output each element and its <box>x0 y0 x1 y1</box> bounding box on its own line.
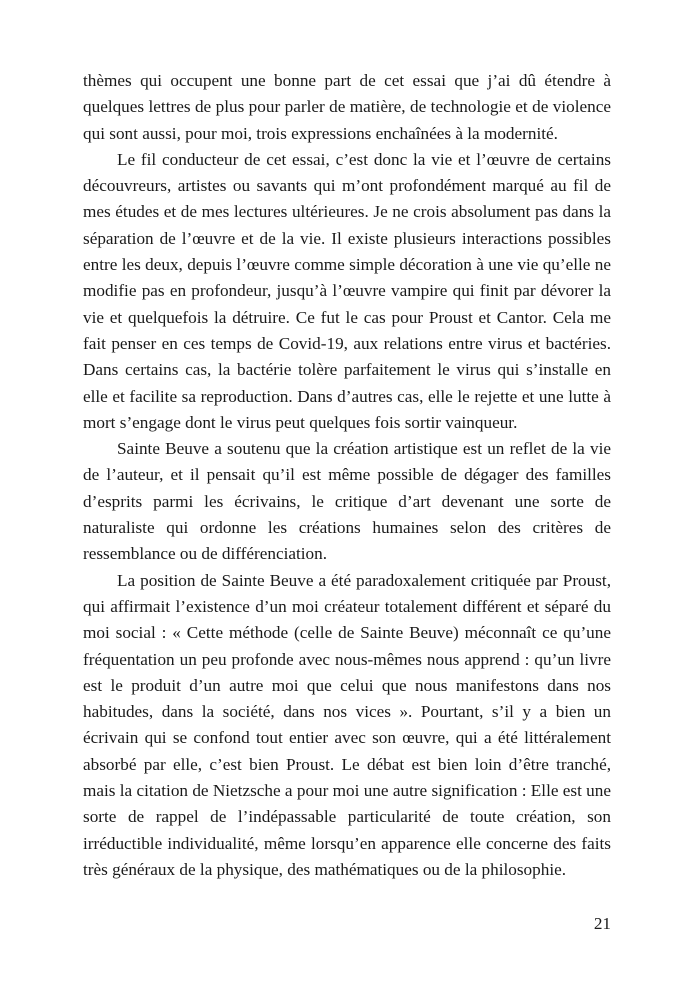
paragraph-1: thèmes qui occupent une bonne part de cet essai que j’ai dû étendre à quelques lettres de plus pour parler de matière, de technologie et de violence qui sont aussi, pour moi, trois expressions enchaînées à la modernité. <box>83 71 611 143</box>
paragraph-2: Le fil conducteur de cet essai, c’est donc la vie et l’œuvre de certains découvreurs, artistes ou savants qui m’ont profondément marqué au fil de mes études et de mes lectures ultérieures. Je ne crois absolument pas dans la séparation de l’œuvre et de la vie. Il existe plusieurs interactions possibles entre les deux, depuis l’œuvre comme simple décoration à une vie qu’elle ne modifie pas en profondeur, jusqu’à l’œuvre vampire qui finit par dévorer la vie et quelquefois la détruire. Ce fut le cas pour Proust et Cantor. Cela me fait penser en ces temps de Covid-19, aux relations entre virus et bactéries. Dans certains cas, la bactérie tolère parfaitement le virus qui s’installe en elle et facilite sa reproduction. Dans d’autres cas, elle le rejette et une lutte à mort s’engage dont le virus peut quelques fois sortir vainqueur. <box>83 149 611 432</box>
paragraph-4: La position de Sainte Beuve a été paradoxalement critiquée par Proust, qui affirmait l’existence d’un moi créateur totalement différent et séparé du moi social : « Cette méthode (celle de Sainte Beuve) méconnaît ce qu’une fréquentation un peu profonde avec nous-mêmes nous apprend : qu’un livre est le produit d’un autre moi que celui que nous manifestons dans nos habitudes, dans la société, dans nos vices ». Pourtant, s’il y a bien un écrivain qui se confond tout entier avec son œuvre, qui a été littéralement absorbé par elle, c’est bien Proust. Le débat est bien loin d’être tranché, mais la citation de Nietzsche a pour moi une autre signification : Elle est une sorte de rappel de l’indépassable particularité de toute création, son irréductible individualité, même lorsqu’en apparence elle concerne des faits très généraux de la physique, des mathématiques ou de la philosophie. <box>83 570 611 879</box>
page-body <box>83 68 611 883</box>
page-number: 21 <box>593 914 611 933</box>
paragraph-3: Sainte Beuve a soutenu que la création artistique est un reflet de la vie de l’auteur, et il pensait qu’il est même possible de dégager des familles d’esprits parmi les écrivains, le critique d’art devenant une sorte de naturaliste qui ordonne les créations humaines selon des critères de ressemblance ou de différenciation. <box>83 439 611 564</box>
